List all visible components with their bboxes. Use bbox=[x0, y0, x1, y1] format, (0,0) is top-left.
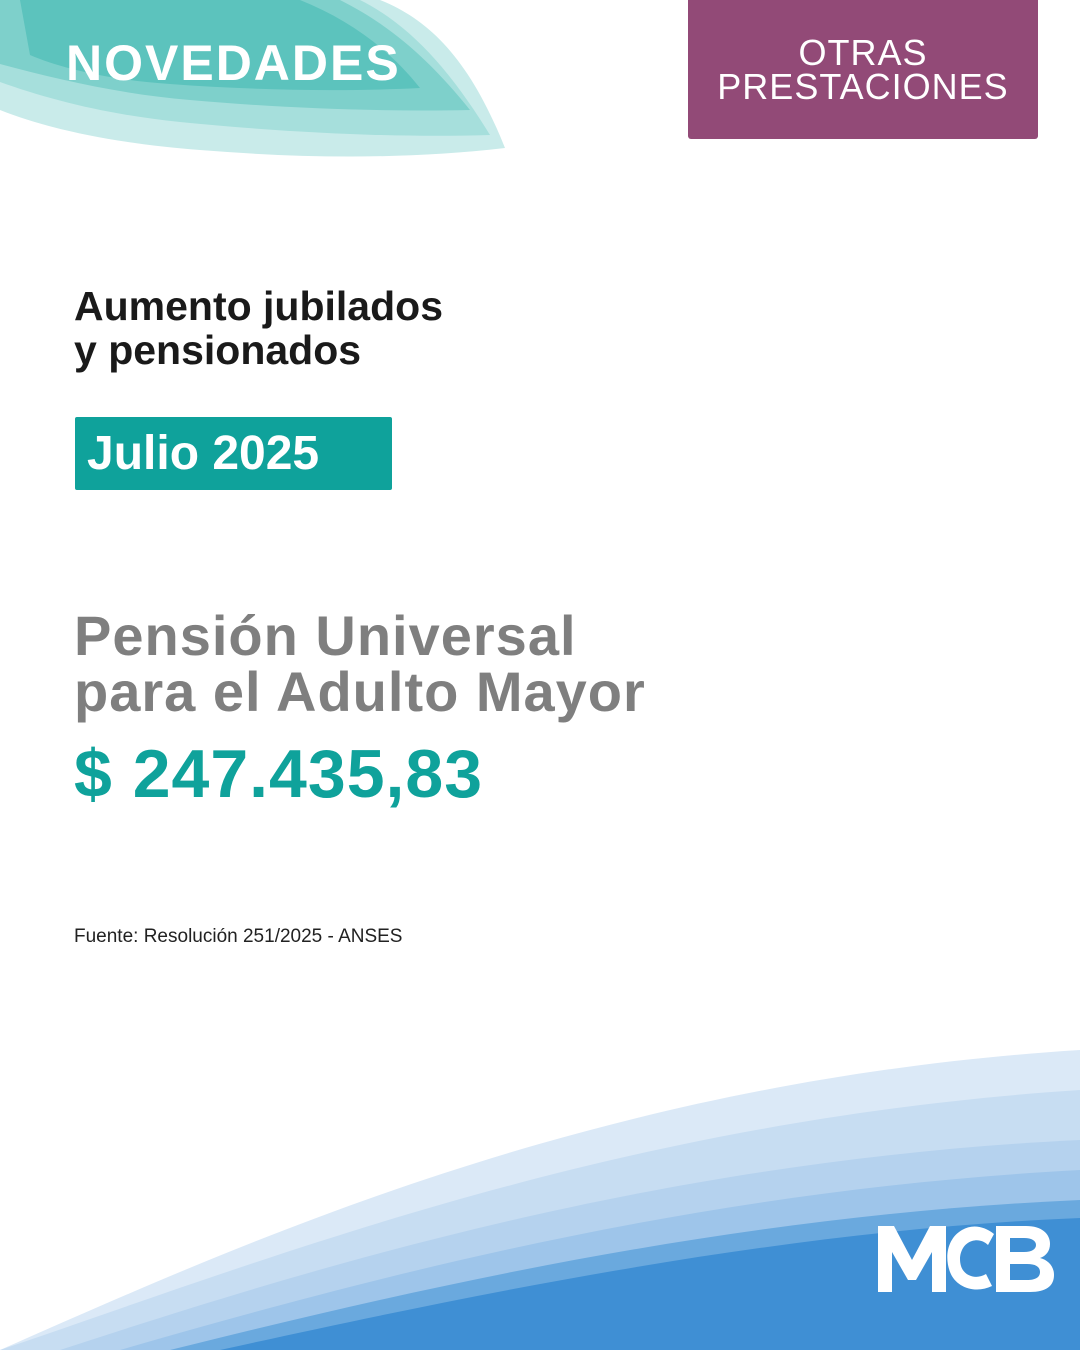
category-line-2: PRESTACIONES bbox=[717, 65, 1009, 107]
headline-line-1: Aumento jubilados bbox=[74, 283, 443, 329]
headline-line-2: y pensionados bbox=[74, 327, 362, 373]
source-note: Fuente: Resolución 251/2025 - ANSES bbox=[74, 926, 403, 947]
mcb-logo bbox=[876, 1222, 1056, 1294]
brand-label: NOVEDADES bbox=[66, 35, 401, 91]
category-line-1: OTRAS bbox=[798, 31, 928, 73]
benefit-name bbox=[74, 604, 646, 723]
footer-waves bbox=[0, 1040, 1080, 1350]
benefit-name-line-2: para el Adulto Mayor bbox=[74, 660, 646, 723]
benefit-amount: $ 247.435,83 bbox=[74, 736, 484, 812]
period-badge: Julio 2025 bbox=[75, 417, 392, 490]
benefit-name-line-1: Pensión Universal bbox=[74, 604, 577, 667]
category-badge bbox=[688, 0, 1038, 139]
headline bbox=[74, 284, 443, 372]
